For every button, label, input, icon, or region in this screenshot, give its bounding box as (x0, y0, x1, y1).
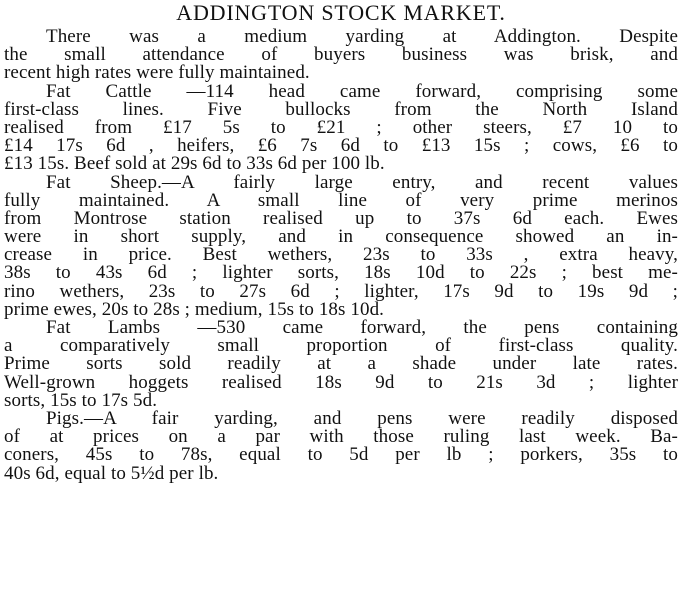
article-line: There was a medium yarding at Addington. Despite (46, 26, 678, 47)
article-line: rino wethers, 23s to 27s 6d ; lighter, 17s 9d to 19s 9d ; (4, 280, 678, 302)
article-line: the small attendance of buyers business was brisk, and (4, 44, 678, 66)
article-headline: ADDINGTON STOCK MARKET. (176, 0, 506, 25)
article-line: 40s 6d, equal to 5½d per lb. (4, 462, 219, 484)
article-line: 38s to 43s 6d ; lighter sorts, 18s 10d to 22s ; best me- (4, 262, 678, 284)
newspaper-article (4, 0, 678, 483)
article-line: sorts, 15s to 17s 5d. (4, 389, 158, 411)
article-line: from Montrose station realised up to 37s 6d each. Ewes (4, 207, 678, 229)
article-body (4, 28, 678, 483)
article-line: Fat Sheep.—A fairly large entry, and recent values (46, 171, 678, 193)
article-line: of at prices on a par with those ruling last week. Ba- (4, 426, 678, 448)
article-line: Well-grown hoggets realised 18s 9d to 21s 3d ; lighter (4, 371, 678, 393)
article-line: prime ewes, 20s to 28s ; medium, 15s to 18s 10d. (4, 298, 385, 320)
article-line: Fat Cattle —114 head came forward, comprising some (46, 80, 678, 102)
article-line: £13 15s. Beef sold at 29s 6d to 33s 6d per 100 lb. (4, 153, 385, 175)
article-line: a comparatively small proportion of first-class quality. (4, 335, 678, 357)
article-line: first-class lines. Five bullocks from the North Island (4, 98, 678, 120)
article-line: coners, 45s to 78s, equal to 5d per lb ; porkers, 35s to (4, 444, 678, 466)
article-line: crease in price. Best wethers, 23s to 33s , extra heavy, (4, 244, 678, 266)
article-line: Fat Lambs —530 came forward, the pens containing (46, 317, 678, 338)
article-line: realised from £17 5s to £21 ; other steers, £7 10 to (4, 116, 678, 138)
article-line: Pigs.—A fair yarding, and pens were readily disposed (46, 407, 678, 429)
article-line: Prime sorts sold readily at a shade under late rates. (4, 353, 678, 375)
article-line: were in short supply, and in consequence showed an in- (4, 226, 678, 248)
article-line: fully maintained. A small line of very prime merinos (4, 189, 678, 211)
article-line: £14 17s 6d , heifers, £6 7s 6d to £13 15s ; cows, £6 to (4, 135, 678, 157)
article-line: recent high rates were fully maintained. (4, 62, 310, 84)
